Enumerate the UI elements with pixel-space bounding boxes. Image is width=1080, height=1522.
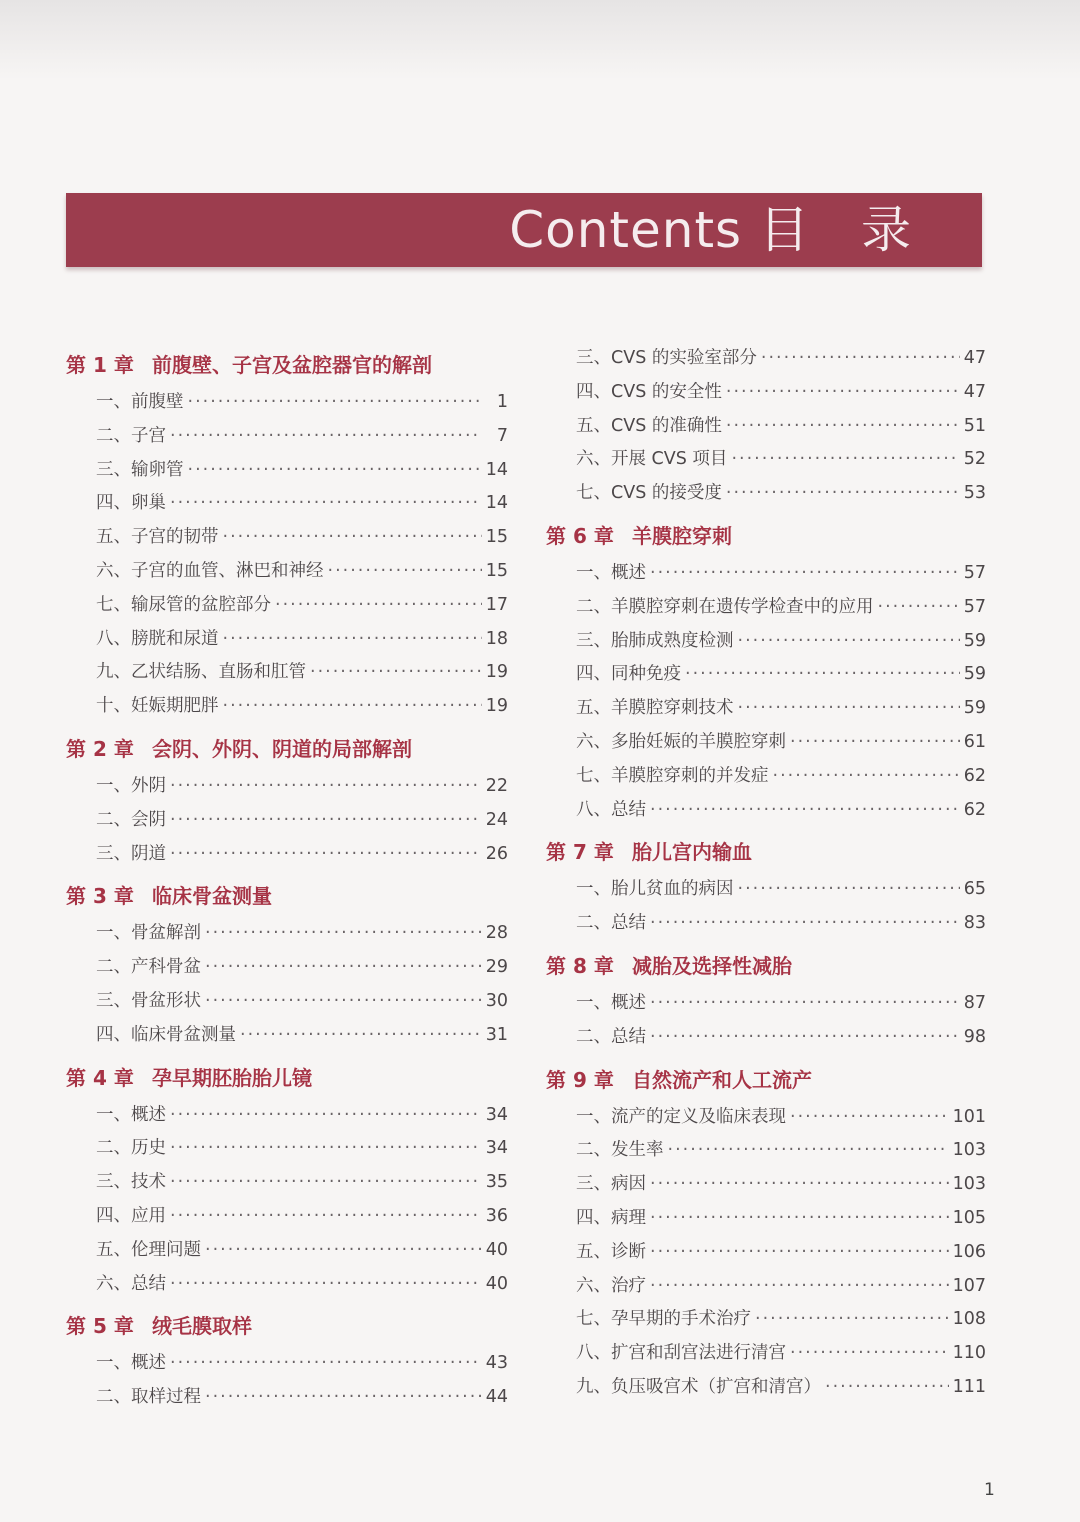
entry-page-number: 87	[963, 992, 986, 1013]
dot-leader	[275, 589, 482, 623]
entry-label: 三、胎肺成熟度检测	[576, 630, 734, 651]
entry-label: 五、羊膜腔穿刺技术	[576, 698, 734, 719]
dot-leader	[170, 804, 482, 838]
dot-leader	[205, 1234, 482, 1268]
toc-entry[interactable]	[66, 1381, 508, 1415]
toc-chapter	[66, 348, 508, 724]
chapter-heading[interactable]	[546, 1063, 986, 1097]
entry-page-number: 31	[485, 1024, 508, 1045]
toc-entry[interactable]	[546, 726, 986, 760]
entry-page-number: 14	[485, 459, 508, 480]
toc-entry[interactable]	[66, 1099, 508, 1133]
entry-label: 三、病因	[576, 1174, 646, 1195]
toc-chapter	[546, 835, 986, 941]
dot-leader	[878, 591, 960, 625]
entry-label: 二、羊膜腔穿刺在遗传学检查中的应用	[576, 596, 874, 617]
entry-label: 六、开展 CVS 项目	[576, 449, 728, 470]
toc-entry[interactable]	[546, 1236, 986, 1270]
toc-entry[interactable]	[546, 1168, 986, 1202]
toc-entry[interactable]	[66, 1019, 508, 1053]
toc-entry[interactable]	[546, 1371, 986, 1405]
toc-entry[interactable]	[546, 1270, 986, 1304]
entry-page-number: 40	[485, 1273, 508, 1294]
entry-label: 六、子宫的血管、淋巴和神经	[96, 560, 324, 581]
toc-entry[interactable]	[66, 1347, 508, 1381]
entry-page-number: 52	[963, 449, 986, 470]
entry-label: 九、乙状结肠、直肠和肛管	[96, 662, 306, 683]
entry-page-number: 24	[485, 809, 508, 830]
entry-label: 一、概述	[96, 1104, 166, 1125]
dot-leader	[223, 521, 482, 555]
dot-leader	[328, 555, 482, 589]
dot-leader	[205, 917, 482, 951]
chapter-heading[interactable]	[66, 1309, 508, 1343]
entry-page-number: 101	[952, 1106, 986, 1127]
scan-top-shade	[0, 0, 1080, 80]
entry-label: 四、CVS 的安全性	[576, 381, 722, 402]
dot-leader	[170, 420, 482, 454]
chapter-title: 自然流产和人工流产	[632, 1067, 812, 1092]
entry-page-number: 51	[963, 415, 986, 436]
entry-page-number: 34	[485, 1104, 508, 1125]
entry-page-number: 47	[963, 348, 986, 368]
dot-leader	[738, 625, 960, 659]
chapter-title: 临床骨盆测量	[152, 884, 272, 909]
toc-entry[interactable]	[546, 1337, 986, 1371]
entry-page-number: 111	[952, 1376, 986, 1397]
chapter-title: 胎儿宫内输血	[632, 840, 752, 865]
entry-page-number: 57	[963, 562, 986, 583]
toc-chapter	[546, 519, 986, 827]
entry-label: 二、取样过程	[96, 1387, 201, 1408]
dot-leader	[790, 1337, 949, 1371]
entry-label: 二、产科骨盆	[96, 957, 201, 978]
entry-label: 二、总结	[576, 913, 646, 934]
toc-entry[interactable]	[546, 907, 986, 941]
entry-label: 六、治疗	[576, 1275, 646, 1296]
toc-entry[interactable]	[66, 420, 508, 454]
entry-label: 七、孕早期的手术治疗	[576, 1309, 751, 1330]
entry-page-number: 7	[496, 425, 508, 446]
entry-label: 三、输卵管	[96, 459, 184, 480]
entry-label: 五、子宫的韧带	[96, 527, 219, 548]
entry-label: 一、胎儿贫血的病因	[576, 879, 734, 900]
entry-page-number: 105	[952, 1207, 986, 1228]
entry-page-number: 61	[963, 731, 986, 752]
entry-label: 八、膀胱和尿道	[96, 628, 219, 649]
chapter-number: 第 3 章	[66, 884, 134, 909]
chapter-number: 第 4 章	[66, 1065, 134, 1090]
entry-page-number: 40	[485, 1239, 508, 1260]
entry-label: 一、概述	[576, 992, 646, 1013]
chapter-number: 第 2 章	[66, 736, 134, 761]
dot-leader	[170, 1268, 482, 1302]
entry-page-number: 47	[963, 381, 986, 402]
toc-entry[interactable]	[66, 487, 508, 521]
toc-entry[interactable]	[66, 770, 508, 804]
toc-chapter	[66, 1309, 508, 1415]
entry-label: 四、同种免疫	[576, 664, 681, 685]
dot-leader	[223, 623, 482, 657]
chapter-number: 第 5 章	[66, 1314, 134, 1339]
dot-leader	[650, 987, 960, 1021]
toc-entry[interactable]	[546, 1202, 986, 1236]
entry-label: 四、卵巢	[96, 493, 166, 514]
dot-leader	[650, 557, 960, 591]
dot-leader	[668, 1134, 949, 1168]
dot-leader	[650, 907, 960, 941]
entry-page-number: 35	[485, 1172, 508, 1193]
dot-leader	[188, 386, 483, 420]
dot-leader	[790, 1101, 949, 1135]
dot-leader	[170, 770, 482, 804]
entry-page-number: 107	[952, 1275, 986, 1296]
toc-entry[interactable]	[546, 625, 986, 659]
toc-entry[interactable]	[66, 555, 508, 589]
dot-leader	[650, 1270, 949, 1304]
toc-entry[interactable]	[66, 1234, 508, 1268]
entry-page-number: 103	[952, 1140, 986, 1161]
entry-page-number: 83	[963, 913, 986, 934]
toc-entry[interactable]	[546, 410, 986, 444]
entry-page-number: 43	[485, 1353, 508, 1374]
entry-label: 二、总结	[576, 1026, 646, 1047]
entry-page-number: 1	[496, 392, 508, 412]
toc-entry[interactable]	[66, 656, 508, 690]
entry-label: 二、历史	[96, 1138, 166, 1159]
entry-label: 三、CVS 的实验室部分	[576, 348, 757, 368]
entry-label: 六、总结	[96, 1273, 166, 1294]
chapter-heading[interactable]	[66, 879, 508, 913]
dot-leader	[650, 1202, 949, 1236]
entry-label: 七、输尿管的盆腔部分	[96, 594, 271, 615]
entry-label: 五、CVS 的准确性	[576, 415, 722, 436]
entry-label: 八、总结	[576, 799, 646, 820]
toc-entry[interactable]	[546, 342, 986, 376]
entry-page-number: 108	[952, 1309, 986, 1330]
toc-entry[interactable]	[66, 804, 508, 838]
entry-page-number: 57	[963, 596, 986, 617]
toc-entry[interactable]	[546, 1021, 986, 1055]
entry-label: 一、外阴	[96, 775, 166, 796]
toc-chapter	[546, 342, 986, 511]
entry-label: 二、发生率	[576, 1140, 664, 1161]
dot-leader	[650, 794, 960, 828]
toc-entry[interactable]	[66, 1200, 508, 1234]
toc-entry[interactable]	[546, 1101, 986, 1135]
entry-page-number: 15	[485, 527, 508, 548]
chapter-heading[interactable]	[66, 732, 508, 766]
dot-leader	[205, 1381, 482, 1415]
entry-page-number: 65	[963, 879, 986, 900]
dot-leader	[205, 951, 482, 985]
toc-entry[interactable]	[66, 690, 508, 724]
toc-entry[interactable]	[66, 951, 508, 985]
dot-leader	[223, 690, 482, 724]
entry-page-number: 62	[963, 799, 986, 820]
chapter-heading[interactable]	[66, 1061, 508, 1095]
toc-entry[interactable]	[66, 454, 508, 488]
entry-label: 一、骨盆解剖	[96, 923, 201, 944]
entry-page-number: 103	[952, 1174, 986, 1195]
toc-entry[interactable]	[546, 557, 986, 591]
entry-label: 一、流产的定义及临床表现	[576, 1106, 786, 1127]
toc-entry[interactable]	[546, 692, 986, 726]
dot-leader	[170, 1166, 482, 1200]
entry-page-number: 44	[485, 1387, 508, 1408]
toc-entry[interactable]	[66, 386, 508, 420]
toc-chapter	[66, 732, 508, 871]
chapter-heading[interactable]	[546, 949, 986, 983]
dot-leader	[240, 1019, 482, 1053]
dot-leader	[170, 1200, 482, 1234]
entry-page-number: 18	[485, 628, 508, 649]
toc-chapter	[66, 1061, 508, 1302]
toc-entry[interactable]	[66, 1132, 508, 1166]
entry-page-number: 22	[485, 775, 508, 796]
entry-page-number: 98	[963, 1026, 986, 1047]
entry-label: 三、阴道	[96, 843, 166, 864]
entry-label: 三、技术	[96, 1172, 166, 1193]
chapter-title: 前腹壁、子宫及盆腔器官的解剖	[152, 353, 432, 377]
toc-entry[interactable]	[546, 477, 986, 511]
toc-entry[interactable]	[66, 521, 508, 555]
dot-leader	[170, 1132, 482, 1166]
toc-entry[interactable]	[546, 987, 986, 1021]
dot-leader	[790, 726, 960, 760]
entry-label: 四、应用	[96, 1205, 166, 1226]
entry-label: 一、概述	[576, 562, 646, 583]
dot-leader	[738, 873, 960, 907]
entry-page-number: 59	[963, 630, 986, 651]
entry-page-number: 36	[485, 1205, 508, 1226]
entry-label: 二、会阴	[96, 809, 166, 830]
dot-leader	[755, 1303, 949, 1337]
chapter-title: 孕早期胚胎胎儿镜	[152, 1065, 312, 1090]
dot-leader	[773, 760, 960, 794]
entry-label: 四、病理	[576, 1207, 646, 1228]
entry-page-number: 30	[485, 990, 508, 1011]
entry-page-number: 62	[963, 765, 986, 786]
toc-entry[interactable]	[66, 623, 508, 657]
entry-page-number: 106	[952, 1241, 986, 1262]
chapter-title: 羊膜腔穿刺	[632, 523, 732, 548]
toc-entry[interactable]	[546, 760, 986, 794]
toc-entry[interactable]	[66, 917, 508, 951]
dot-leader	[726, 376, 960, 410]
dot-leader	[170, 1347, 482, 1381]
entry-label: 八、扩宫和刮宫法进行清宫	[576, 1343, 786, 1364]
toc-entry[interactable]	[546, 376, 986, 410]
entry-page-number: 59	[963, 698, 986, 719]
toc-chapter	[546, 949, 986, 1055]
toc-entry[interactable]	[546, 794, 986, 828]
entry-page-number: 19	[485, 696, 508, 717]
entry-page-number: 28	[485, 923, 508, 944]
chapter-number: 第 1 章	[66, 353, 134, 377]
toc-chapter	[66, 879, 508, 1052]
entry-label: 四、临床骨盆测量	[96, 1024, 236, 1045]
toc-left-column	[66, 340, 508, 1415]
entry-label: 六、多胎妊娠的羊膜腔穿刺	[576, 731, 786, 752]
entry-page-number: 26	[485, 843, 508, 864]
toc-entry[interactable]	[546, 873, 986, 907]
dot-leader	[731, 443, 959, 477]
chapter-number: 第 6 章	[546, 523, 614, 548]
entry-page-number: 19	[485, 662, 508, 683]
entry-page-number: 53	[963, 483, 986, 504]
entry-page-number: 14	[485, 493, 508, 514]
entry-page-number: 110	[952, 1343, 986, 1364]
toc-right-column	[546, 342, 986, 1405]
dot-leader	[205, 985, 482, 1019]
dot-leader	[188, 454, 482, 488]
entry-label: 五、伦理问题	[96, 1239, 201, 1260]
dot-leader	[685, 658, 960, 692]
dot-leader	[650, 1021, 960, 1055]
dot-leader	[761, 342, 960, 376]
chapter-number: 第 9 章	[546, 1067, 614, 1092]
chapter-title: 会阴、外阴、阴道的局部解剖	[152, 736, 412, 761]
page-number: 1	[984, 1480, 995, 1500]
chapter-title: 绒毛膜取样	[152, 1314, 252, 1339]
chapter-title: 减胎及选择性减胎	[632, 953, 792, 978]
toc-entry[interactable]	[546, 1134, 986, 1168]
dot-leader	[310, 656, 482, 690]
dot-leader	[738, 692, 960, 726]
toc-entry[interactable]	[546, 443, 986, 477]
entry-label: 五、诊断	[576, 1241, 646, 1262]
entry-label: 一、概述	[96, 1353, 166, 1374]
entry-page-number: 15	[485, 560, 508, 581]
toc-entry[interactable]	[66, 1166, 508, 1200]
contents-title: Contents 目 录	[509, 201, 912, 259]
dot-leader	[726, 477, 960, 511]
entry-page-number: 17	[485, 594, 508, 615]
entry-page-number: 29	[485, 957, 508, 978]
chapter-number: 第 7 章	[546, 840, 614, 865]
dot-leader	[650, 1236, 949, 1270]
entry-label: 二、子宫	[96, 425, 166, 446]
entry-page-number: 59	[963, 664, 986, 685]
entry-label: 三、骨盆形状	[96, 990, 201, 1011]
entry-label: 七、羊膜腔穿刺的并发症	[576, 765, 769, 786]
entry-label: 九、负压吸宫术（扩宫和清宫）	[576, 1376, 821, 1397]
dot-leader	[170, 1099, 482, 1133]
dot-leader	[726, 410, 960, 444]
toc-entry[interactable]	[546, 591, 986, 625]
entry-label: 七、CVS 的接受度	[576, 483, 722, 504]
chapter-heading[interactable]	[546, 519, 986, 553]
contents-banner	[66, 193, 982, 267]
dot-leader	[170, 487, 482, 521]
toc-entry[interactable]	[66, 838, 508, 872]
dot-leader	[170, 838, 482, 872]
toc-entry[interactable]	[546, 1303, 986, 1337]
toc-entry[interactable]	[66, 589, 508, 623]
chapter-heading[interactable]	[546, 835, 986, 869]
toc-entry[interactable]	[546, 658, 986, 692]
chapter-number: 第 8 章	[546, 953, 614, 978]
dot-leader	[650, 1168, 949, 1202]
toc-entry[interactable]	[66, 985, 508, 1019]
toc-chapter	[546, 1063, 986, 1405]
chapter-heading[interactable]	[66, 348, 508, 382]
dot-leader	[825, 1371, 949, 1405]
entry-label: 十、妊娠期肥胖	[96, 696, 219, 717]
entry-label: 一、前腹壁	[96, 392, 184, 412]
toc-entry[interactable]	[66, 1268, 508, 1302]
entry-page-number: 34	[485, 1138, 508, 1159]
